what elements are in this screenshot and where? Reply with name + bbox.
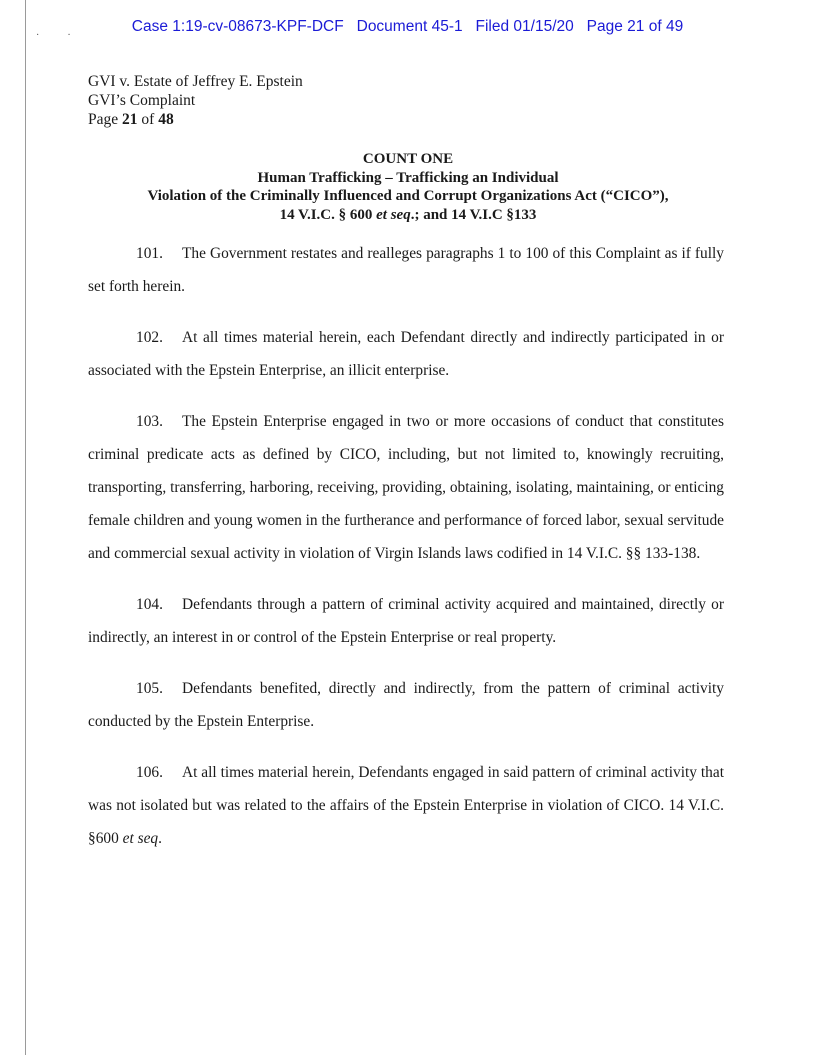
paragraph-text: The Epstein Enterprise engaged in two or more occasions of conduct that constitutes criminal predicate acts as defined by CICO, including, but not limited to, knowingly recruiting, transporting, transferring, harboring, receiving, providing, obtaining, isolating, maintaining, or enticing female children and young women in the furtherance and performance of forced labor, sexual servitude and commercial sexual activity in violation of Virgin Islands laws codified in 14 V.I.C. §§ 133-138. (88, 413, 724, 562)
count-heading (88, 150, 728, 224)
citation-et-seq: et seq (376, 206, 411, 223)
case-filing-header: Case 1:19-cv-08673-KPF-DCF Document 45-1 Filed 01/15/20 Page 21 of 49 (131, 18, 684, 35)
paragraph-104 (88, 588, 724, 654)
paragraph-number: 106. (136, 764, 163, 781)
paragraph-105 (88, 672, 724, 738)
running-head-document: GVI’s Complaint (88, 92, 196, 109)
paragraph-101 (88, 237, 724, 303)
page-total: 48 (158, 111, 174, 128)
paragraph-number: 102. (136, 329, 163, 346)
page-prefix: Page (88, 111, 123, 128)
page-number: 21 (122, 111, 138, 128)
paragraph-text: At all times material herein, Defendants engaged in said pattern of criminal activity that was not isolated but was related to the affairs of the Epstein Enterprise in violation of CICO. 14 V.I.C. §600 (88, 764, 724, 847)
running-head-caption: GVI v. Estate of Jeffrey E. Epstein (88, 73, 303, 90)
paragraph-et-seq: et seq (122, 830, 159, 847)
paragraph-number: 105. (136, 680, 163, 697)
paragraph-102 (88, 321, 724, 387)
paragraph-103 (88, 405, 724, 570)
running-head (88, 72, 303, 129)
citation-part-a: 14 V.I.C. § 600 (279, 206, 377, 223)
paragraph-106 (88, 756, 724, 855)
scan-specks: ·· (36, 30, 99, 41)
page-of: of (137, 111, 159, 128)
paragraph-text: At all times material herein, each Defendant directly and indirectly participated in or associated with the Epstein Enterprise, an illicit enterprise. (88, 329, 724, 379)
running-head-page (88, 110, 303, 129)
scan-margin-rule (25, 0, 26, 1055)
paragraph-text: The Government restates and realleges paragraphs 1 to 100 of this Complaint as if fully set forth herein. (88, 245, 724, 295)
count-statute-line: Violation of the Criminally Influenced and Corrupt Organizations Act (“CICO”), (147, 188, 669, 204)
complaint-body (88, 237, 724, 873)
count-subtitle: Human Trafficking – Trafficking an Individual (257, 169, 559, 186)
paragraph-number: 103. (136, 413, 163, 430)
paragraph-tail: . (158, 830, 162, 847)
paragraph-text: Defendants benefited, directly and indirectly, from the pattern of criminal activity conducted by the Epstein Enterprise. (88, 680, 724, 730)
count-citation-line (88, 206, 728, 225)
citation-part-b: .; and 14 V.I.C §133 (410, 206, 537, 223)
paragraph-number: 101. (136, 245, 163, 262)
count-title: COUNT ONE (362, 151, 454, 167)
paragraph-text: Defendants through a pattern of criminal activity acquired and maintained, directly or indirectly, an interest in or control of the Epstein Enterprise or real property. (88, 596, 724, 646)
paragraph-number: 104. (136, 596, 163, 613)
